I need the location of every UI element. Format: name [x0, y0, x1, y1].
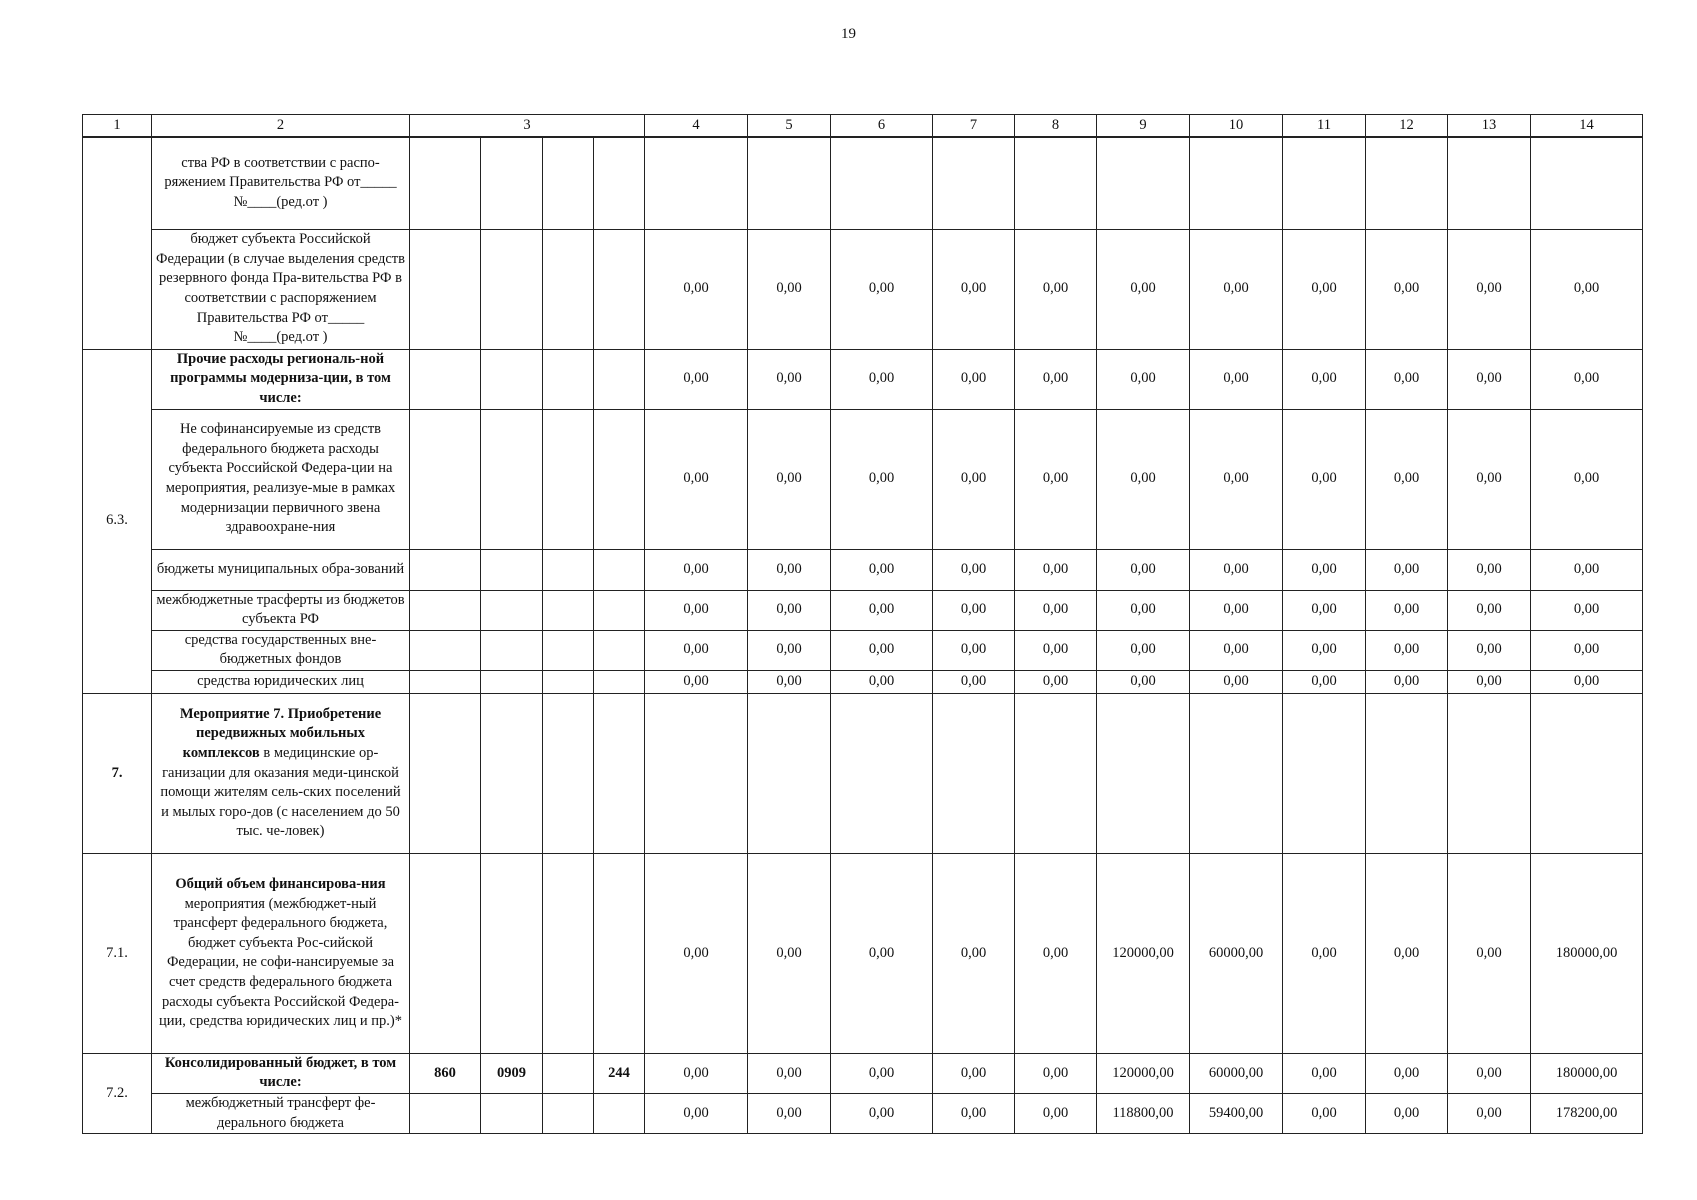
value-cell: 0,00 — [933, 1094, 1015, 1134]
value-cell — [748, 693, 831, 853]
value-cell — [933, 137, 1015, 229]
row-description: Консолидированный бюджет, в том числе: — [152, 1053, 410, 1093]
row-description: бюджет субъекта Российской Федерации (в случае выделения средств резервного фонда Пра-вительства РФ в соответствии с распоряжением Правительства РФ от_____ №____(ред.от ) — [152, 229, 410, 349]
row-description: Не софинансируемые из средств федерального бюджета расходы субъекта Российской Федера-ции на мероприятия, реализуе-мые в рамках модернизации первичного звена здравоохране-ния — [152, 409, 410, 549]
value-cell: 0,00 — [1531, 590, 1643, 630]
financing-table — [82, 114, 1643, 1134]
value-cell: 0,00 — [933, 549, 1015, 590]
code-cell — [543, 229, 594, 349]
value-cell: 0,00 — [1283, 853, 1366, 1053]
code-cell — [543, 549, 594, 590]
value-cell: 0,00 — [1097, 549, 1190, 590]
value-cell: 0,00 — [748, 349, 831, 409]
header-cell: 8 — [1015, 115, 1097, 138]
code-cell: 244 — [594, 1053, 645, 1093]
code-cell — [594, 549, 645, 590]
value-cell: 0,00 — [645, 1053, 748, 1093]
value-cell: 0,00 — [645, 349, 748, 409]
value-cell: 178200,00 — [1531, 1094, 1643, 1134]
code-cell — [481, 137, 543, 229]
row-description: бюджеты муниципальных обра-зований — [152, 549, 410, 590]
code-cell — [543, 1094, 594, 1134]
value-cell: 0,00 — [1366, 590, 1448, 630]
row-number-cell: 7.1. — [83, 853, 152, 1053]
value-cell: 0,00 — [1283, 349, 1366, 409]
header-cell: 9 — [1097, 115, 1190, 138]
code-cell — [543, 630, 594, 670]
value-cell: 0,00 — [1448, 409, 1531, 549]
row-description-rest: в медицинские ор-ганизации для оказания меди-цинской помощи жителям сель-ских поселений и мылых горо-дов (с населением до 50 тыс. че-ловек) — [160, 744, 401, 840]
table-row — [83, 549, 1643, 590]
value-cell — [748, 137, 831, 229]
value-cell — [1448, 693, 1531, 853]
code-cell — [410, 229, 481, 349]
value-cell: 0,00 — [1015, 853, 1097, 1053]
value-cell: 0,00 — [645, 590, 748, 630]
value-cell: 0,00 — [1190, 670, 1283, 693]
value-cell: 0,00 — [831, 630, 933, 670]
row-number-cell — [83, 137, 152, 349]
value-cell — [831, 137, 933, 229]
code-cell — [594, 409, 645, 549]
value-cell: 0,00 — [1283, 1053, 1366, 1093]
value-cell: 0,00 — [1283, 229, 1366, 349]
value-cell — [1283, 693, 1366, 853]
value-cell: 0,00 — [1366, 409, 1448, 549]
code-cell — [410, 853, 481, 1053]
value-cell: 180000,00 — [1531, 1053, 1643, 1093]
row-description-rest: мероприятия (межбюджет-ный трансферт федерального бюджета, бюджет субъекта Рос-сийской Федерации, не софи-нансируемые за счет средств федерального бюджета расходы субъекта Российской Федера-ции, средства юридических лиц и пр.)* — [159, 895, 402, 1030]
row-description: средства государственных вне-бюджетных фондов — [152, 630, 410, 670]
value-cell: 0,00 — [1097, 630, 1190, 670]
code-cell — [594, 137, 645, 229]
value-cell: 0,00 — [933, 590, 1015, 630]
code-cell — [410, 590, 481, 630]
header-cell: 7 — [933, 115, 1015, 138]
value-cell: 0,00 — [831, 1053, 933, 1093]
value-cell: 0,00 — [748, 409, 831, 549]
table-row — [83, 590, 1643, 630]
value-cell: 0,00 — [1015, 549, 1097, 590]
row-description-bold: Общий объем финансирова-ния — [175, 876, 386, 892]
value-cell: 0,00 — [1015, 229, 1097, 349]
header-cell: 11 — [1283, 115, 1366, 138]
value-cell: 0,00 — [1531, 670, 1643, 693]
code-cell — [410, 137, 481, 229]
value-cell — [1190, 693, 1283, 853]
value-cell: 0,00 — [748, 549, 831, 590]
table-row — [83, 670, 1643, 693]
value-cell — [1015, 693, 1097, 853]
code-cell — [481, 229, 543, 349]
value-cell: 0,00 — [1531, 229, 1643, 349]
code-cell — [543, 409, 594, 549]
table-row — [83, 630, 1643, 670]
value-cell: 0,00 — [933, 853, 1015, 1053]
value-cell: 0,00 — [645, 853, 748, 1053]
value-cell: 0,00 — [645, 1094, 748, 1134]
value-cell: 0,00 — [1015, 1094, 1097, 1134]
value-cell: 0,00 — [1283, 409, 1366, 549]
code-cell — [481, 670, 543, 693]
code-cell — [594, 349, 645, 409]
value-cell: 0,00 — [1015, 590, 1097, 630]
code-cell — [543, 349, 594, 409]
code-cell — [543, 1053, 594, 1093]
row-description: ства РФ в соответствии с распо-ряжением Правительства РФ от_____ №____(ред.от ) — [152, 137, 410, 229]
table-row — [83, 853, 1643, 1053]
value-cell: 0,00 — [1448, 853, 1531, 1053]
row-description — [152, 693, 410, 853]
value-cell — [1448, 137, 1531, 229]
code-cell — [543, 693, 594, 853]
table-row — [83, 1053, 1643, 1093]
value-cell: 0,00 — [1531, 409, 1643, 549]
value-cell: 0,00 — [1015, 630, 1097, 670]
code-cell: 860 — [410, 1053, 481, 1093]
value-cell: 0,00 — [1531, 549, 1643, 590]
value-cell: 0,00 — [831, 349, 933, 409]
header-cell: 5 — [748, 115, 831, 138]
value-cell: 0,00 — [831, 409, 933, 549]
header-cell: 4 — [645, 115, 748, 138]
value-cell: 0,00 — [933, 670, 1015, 693]
value-cell: 0,00 — [1448, 349, 1531, 409]
value-cell — [1097, 137, 1190, 229]
value-cell: 0,00 — [831, 853, 933, 1053]
value-cell: 0,00 — [1448, 1053, 1531, 1093]
code-cell — [481, 693, 543, 853]
value-cell — [1283, 137, 1366, 229]
value-cell: 0,00 — [1366, 630, 1448, 670]
table-row — [83, 1094, 1643, 1134]
header-cell: 13 — [1448, 115, 1531, 138]
header-cell: 6 — [831, 115, 933, 138]
value-cell: 118800,00 — [1097, 1094, 1190, 1134]
table-row — [83, 409, 1643, 549]
header-row — [83, 115, 1643, 138]
code-cell — [410, 693, 481, 853]
code-cell — [543, 590, 594, 630]
code-cell — [410, 409, 481, 549]
value-cell: 0,00 — [1448, 670, 1531, 693]
value-cell: 0,00 — [933, 1053, 1015, 1093]
code-cell — [481, 590, 543, 630]
code-cell — [410, 549, 481, 590]
value-cell: 0,00 — [1448, 590, 1531, 630]
code-cell — [594, 670, 645, 693]
value-cell: 0,00 — [831, 229, 933, 349]
value-cell — [645, 137, 748, 229]
value-cell: 0,00 — [831, 1094, 933, 1134]
value-cell: 0,00 — [1190, 409, 1283, 549]
value-cell — [1366, 137, 1448, 229]
value-cell: 0,00 — [1448, 630, 1531, 670]
value-cell: 0,00 — [1448, 549, 1531, 590]
value-cell: 0,00 — [1015, 1053, 1097, 1093]
row-description: средства юридических лиц — [152, 670, 410, 693]
table-row — [83, 693, 1643, 853]
value-cell: 0,00 — [748, 670, 831, 693]
value-cell: 60000,00 — [1190, 1053, 1283, 1093]
row-description: Прочие расходы региональ-ной программы модерниза-ции, в том числе: — [152, 349, 410, 409]
row-description-bold: Мероприятие 7. Приобретение передвижных мобильных комплексов — [179, 705, 382, 761]
value-cell — [1190, 137, 1283, 229]
code-cell — [543, 137, 594, 229]
code-cell — [481, 853, 543, 1053]
row-number-cell: 7.2. — [83, 1053, 152, 1133]
table-row — [83, 229, 1643, 349]
value-cell: 0,00 — [1097, 409, 1190, 549]
code-cell — [410, 670, 481, 693]
value-cell: 0,00 — [1097, 670, 1190, 693]
value-cell: 0,00 — [1366, 1053, 1448, 1093]
value-cell: 0,00 — [645, 549, 748, 590]
value-cell: 0,00 — [1283, 549, 1366, 590]
value-cell: 0,00 — [1097, 590, 1190, 630]
table-row — [83, 349, 1643, 409]
value-cell: 0,00 — [1366, 549, 1448, 590]
value-cell: 0,00 — [1283, 590, 1366, 630]
value-cell: 0,00 — [1190, 349, 1283, 409]
code-cell — [594, 693, 645, 853]
value-cell: 0,00 — [748, 1053, 831, 1093]
value-cell: 0,00 — [748, 630, 831, 670]
code-cell — [481, 630, 543, 670]
row-description — [152, 853, 410, 1053]
value-cell — [1015, 137, 1097, 229]
value-cell: 120000,00 — [1097, 853, 1190, 1053]
value-cell: 180000,00 — [1531, 853, 1643, 1053]
value-cell: 0,00 — [1015, 670, 1097, 693]
value-cell — [933, 693, 1015, 853]
value-cell — [1366, 693, 1448, 853]
value-cell: 0,00 — [748, 853, 831, 1053]
row-number-cell: 7. — [83, 693, 152, 853]
value-cell: 0,00 — [645, 670, 748, 693]
value-cell: 0,00 — [748, 1094, 831, 1134]
code-cell — [410, 630, 481, 670]
table-row — [83, 137, 1643, 229]
header-cell: 2 — [152, 115, 410, 138]
value-cell: 0,00 — [933, 630, 1015, 670]
code-cell — [481, 1094, 543, 1134]
value-cell — [645, 693, 748, 853]
value-cell: 0,00 — [1448, 1094, 1531, 1134]
value-cell: 0,00 — [1366, 229, 1448, 349]
value-cell: 0,00 — [748, 229, 831, 349]
value-cell — [1531, 693, 1643, 853]
value-cell: 60000,00 — [1190, 853, 1283, 1053]
value-cell — [1097, 693, 1190, 853]
value-cell: 0,00 — [933, 349, 1015, 409]
value-cell: 0,00 — [831, 670, 933, 693]
code-cell — [410, 349, 481, 409]
value-cell: 120000,00 — [1097, 1053, 1190, 1093]
header-cell: 1 — [83, 115, 152, 138]
value-cell: 0,00 — [1531, 349, 1643, 409]
value-cell: 0,00 — [1448, 229, 1531, 349]
row-description: межбюджетные трасферты из бюджетов субъекта РФ — [152, 590, 410, 630]
header-cell: 12 — [1366, 115, 1448, 138]
code-cell — [410, 1094, 481, 1134]
header-cell: 3 — [410, 115, 645, 138]
code-cell — [543, 853, 594, 1053]
value-cell: 0,00 — [933, 409, 1015, 549]
value-cell: 0,00 — [645, 229, 748, 349]
code-cell — [481, 349, 543, 409]
value-cell: 0,00 — [1531, 630, 1643, 670]
value-cell: 0,00 — [645, 409, 748, 549]
value-cell: 0,00 — [1190, 549, 1283, 590]
value-cell: 59400,00 — [1190, 1094, 1283, 1134]
value-cell: 0,00 — [1366, 853, 1448, 1053]
value-cell: 0,00 — [1190, 590, 1283, 630]
value-cell: 0,00 — [748, 590, 831, 630]
code-cell — [594, 1094, 645, 1134]
value-cell: 0,00 — [1190, 229, 1283, 349]
value-cell: 0,00 — [1366, 349, 1448, 409]
code-cell — [481, 409, 543, 549]
value-cell: 0,00 — [1097, 349, 1190, 409]
code-cell — [594, 590, 645, 630]
value-cell: 0,00 — [1283, 630, 1366, 670]
value-cell: 0,00 — [1097, 229, 1190, 349]
code-cell — [594, 630, 645, 670]
value-cell: 0,00 — [1283, 670, 1366, 693]
code-cell — [594, 229, 645, 349]
value-cell: 0,00 — [933, 229, 1015, 349]
row-number-cell: 6.3. — [83, 349, 152, 693]
value-cell: 0,00 — [1015, 349, 1097, 409]
value-cell: 0,00 — [1190, 630, 1283, 670]
value-cell: 0,00 — [1283, 1094, 1366, 1134]
value-cell: 0,00 — [831, 590, 933, 630]
value-cell: 0,00 — [831, 549, 933, 590]
value-cell — [831, 693, 933, 853]
page-number: 19 — [841, 26, 856, 42]
value-cell: 0,00 — [1366, 1094, 1448, 1134]
value-cell: 0,00 — [1366, 670, 1448, 693]
value-cell — [1531, 137, 1643, 229]
code-cell: 0909 — [481, 1053, 543, 1093]
header-cell: 14 — [1531, 115, 1643, 138]
header-cell: 10 — [1190, 115, 1283, 138]
value-cell: 0,00 — [645, 630, 748, 670]
row-description: межбюджетный трансферт фе-дерального бюджета — [152, 1094, 410, 1134]
code-cell — [594, 853, 645, 1053]
code-cell — [481, 549, 543, 590]
value-cell: 0,00 — [1015, 409, 1097, 549]
code-cell — [543, 670, 594, 693]
